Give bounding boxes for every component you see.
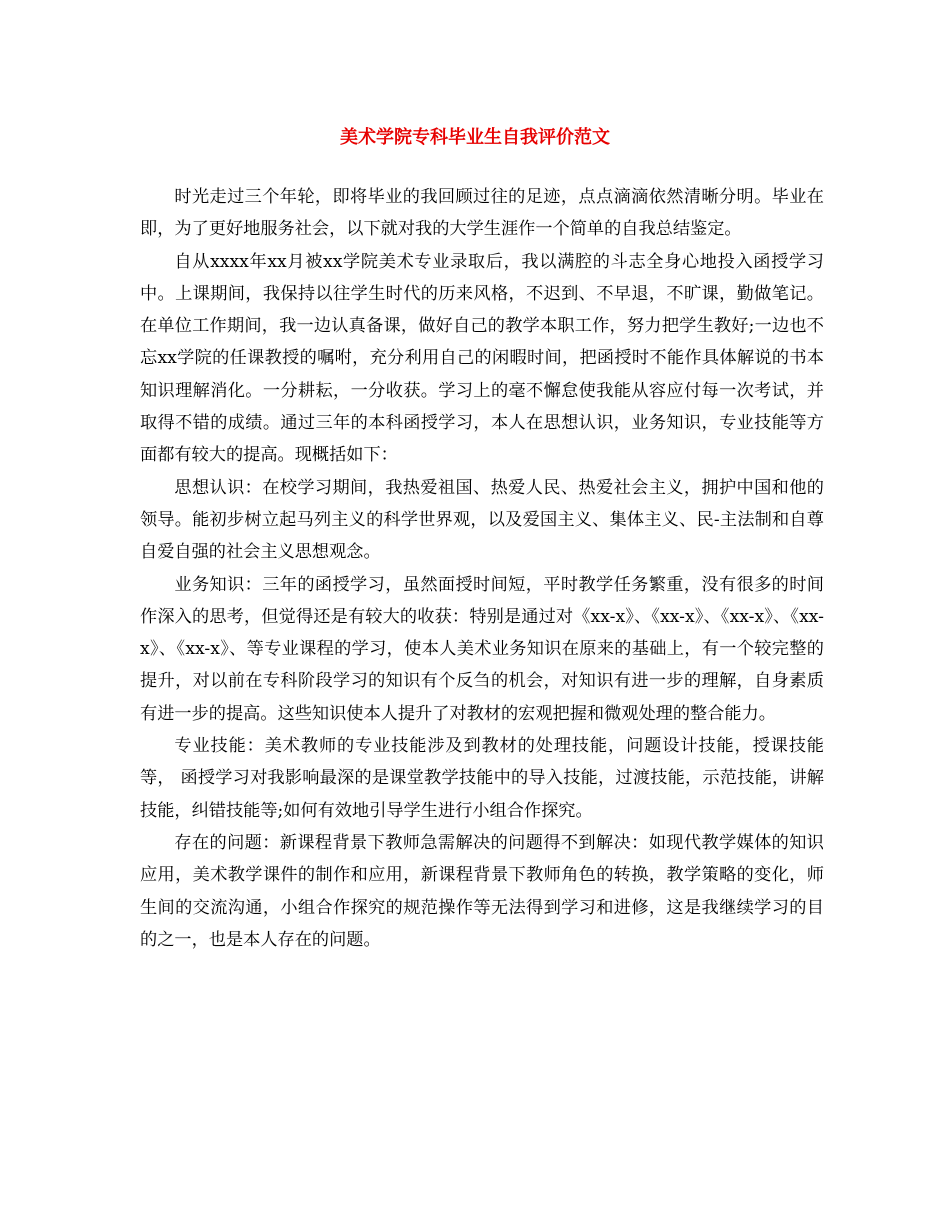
paragraph-professional-knowledge: 业务知识：三年的函授学习，虽然面授时间短，平时教学任务繁重，没有很多的时间作深入的思考，但觉得还是有较大的收获：特别是通过对《xx-x》、《xx-x》、《xx-x》、《xx-x》、《xx-x》、等专业课程的学习，使本人美术业务知识在原来的基础上，有一个较完整的提升，对以前在专科阶段学习的知识有个反刍的机会，对知识有进一步的理解，自身素质有进一步的提高。这些知识使本人提升了对教材的宏观把握和微观处理的整合能力。: [140, 574, 824, 724]
paragraph-intro: 时光走过三个年轮，即将毕业的我回顾过往的足迹，点点滴滴依然清晰分明。毕业在即，为了更好地服务社会，以下就对我的大学生涯作一个简单的自我总结鉴定。: [140, 187, 824, 240]
paragraph-study-experience: 自从xxxx年xx月被xx学院美术专业录取后，我以满腔的斗志全身心地投入函授学习中。上课期间，我保持以往学生时代的历来风格，不迟到、不早退，不旷课，勤做笔记。在单位工作期间，我一边认真备课，做好自己的教学本职工作，努力把学生教好;一边也不忘xx学院的任课教授的嘱咐，充分利用自己的闲暇时间，把函授时不能作具体解说的书本知识理解消化。一分耕耘，一分收获。学习上的毫不懈怠使我能从容应付每一次考试，并取得不错的成绩。通过三年的本科函授学习，本人在思想认识，业务知识，专业技能等方面都有较大的提高。现概括如下：: [140, 251, 824, 466]
document-body: [140, 181, 824, 956]
paragraph-ideology: 思想认识：在校学习期间，我热爱祖国、热爱人民、热爱社会主义，拥护中国和他的领导。能初步树立起马列主义的科学世界观，以及爱国主义、集体主义、民-主法制和自尊自爱自强的社会主义思想观念。: [140, 477, 824, 563]
document-title: 美术学院专科毕业生自我评价范文: [340, 127, 610, 148]
paragraph-existing-problems: 存在的问题：新课程背景下教师急需解决的问题得不到解决：如现代教学媒体的知识应用，美术教学课件的制作和应用，新课程背景下教师角色的转换，教学策略的变化，师生间的交流沟通，小组合作探究的规范操作等无法得到学习和进修，这是我继续学习的目的之一，也是本人存在的问题。: [140, 832, 824, 950]
paragraph-professional-skills: 专业技能：美术教师的专业技能涉及到教材的处理技能，问题设计技能，授课技能等， 函授学习对我影响最深的是课堂教学技能中的导入技能，过渡技能，示范技能，讲解技能，纠错技能等;如何有效地引导学生进行小组合作探究。: [140, 736, 824, 821]
